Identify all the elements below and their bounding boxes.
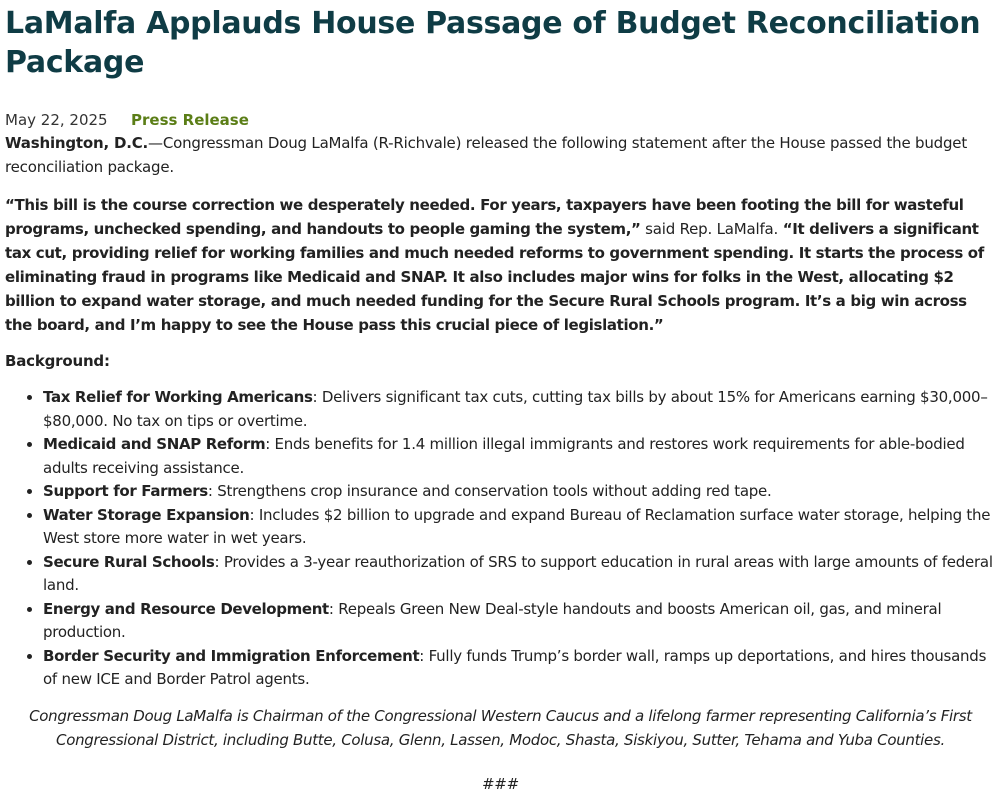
category-link[interactable]: Press Release bbox=[131, 111, 249, 129]
item-text: : Repeals Green New Deal-style handouts and boosts American oil, gas, and mineral production. bbox=[43, 599, 942, 641]
item-label: Energy and Resource Development bbox=[43, 599, 329, 618]
list-item bbox=[43, 504, 996, 551]
closing-bio: Congressman Doug LaMalfa is Chairman of the Congressional Western Caucus and a lifelong farmer representing California’s First Congressional District, including Butte, Colusa, Glenn, Lassen, Modoc, Shasta, Siskiyou, Sutter, Tehama and Yuba Counties. bbox=[29, 706, 972, 749]
article-meta bbox=[5, 109, 996, 131]
page-title: LaMalfa Applauds House Passage of Budget Reconciliation Package bbox=[5, 6, 981, 80]
list-item bbox=[43, 645, 996, 692]
background-heading: Background: bbox=[5, 352, 110, 370]
item-text: : Delivers significant tax cuts, cutting tax bills by about 15% for Americans earning $30,000–$80,000. No tax on tips or overtime. bbox=[43, 388, 988, 430]
item-text: : Strengthens crop insurance and conservation tools without adding red tape. bbox=[207, 482, 772, 500]
item-text: : Provides a 3-year reauthorization of SRS to support education in rural areas with large amounts of federal land. bbox=[43, 552, 993, 594]
list-item bbox=[43, 386, 996, 433]
quote-attribution: said Rep. LaMalfa. bbox=[640, 220, 783, 238]
item-label: Medicaid and SNAP Reform bbox=[43, 435, 266, 453]
background-list bbox=[5, 386, 996, 692]
lead-paragraph bbox=[5, 131, 996, 179]
quote-paragraph bbox=[5, 193, 996, 337]
list-item bbox=[43, 480, 996, 504]
quote-part-1: “This bill is the course correction we desperately needed. For years, taxpayers have been footing the bill for wasteful programs, unchecked spending, and handouts to people gaming the system,” bbox=[5, 196, 964, 238]
list-item bbox=[43, 551, 996, 598]
item-label: Tax Relief for Working Americans bbox=[43, 388, 313, 406]
publish-date: May 22, 2025 bbox=[5, 111, 108, 129]
lead-text: —Congressman Doug LaMalfa (R-Richvale) released the following statement after the House passed the budget reconciliation package. bbox=[5, 134, 968, 176]
item-text: : Fully funds Trump’s border wall, ramps up deportations, and hires thousands of new ICE and Border Patrol agents. bbox=[43, 646, 987, 688]
item-label: Water Storage Expansion bbox=[43, 505, 250, 524]
list-item bbox=[43, 598, 996, 645]
item-label: Border Security and Immigration Enforcement bbox=[43, 646, 420, 665]
list-item bbox=[43, 433, 996, 480]
item-text: : Includes $2 billion to upgrade and expand Bureau of Reclamation surface water storage, helping the West store more water in wet years. bbox=[43, 505, 991, 547]
quote-part-2: “It delivers a significant tax cut, providing relief for working families and much needed reforms to government spending. It starts the process of eliminating fraud in programs like Medicaid and SNAP. It also includes major wins for folks in the West, allocating $2 billion to expand water storage, and much needed funding for the Secure Rural Schools program. It’s a big win across the board, and I’m happy to see the House pass this crucial piece of legislation.” bbox=[5, 220, 984, 334]
item-text: : Ends benefits for 1.4 million illegal immigrants and restores work requirements for able-bodied adults receiving assistance. bbox=[43, 435, 965, 477]
dateline: Washington, D.C. bbox=[5, 134, 149, 152]
item-label: Support for Farmers bbox=[43, 482, 208, 500]
end-mark: ### bbox=[481, 774, 520, 793]
item-label: Secure Rural Schools bbox=[43, 552, 215, 571]
